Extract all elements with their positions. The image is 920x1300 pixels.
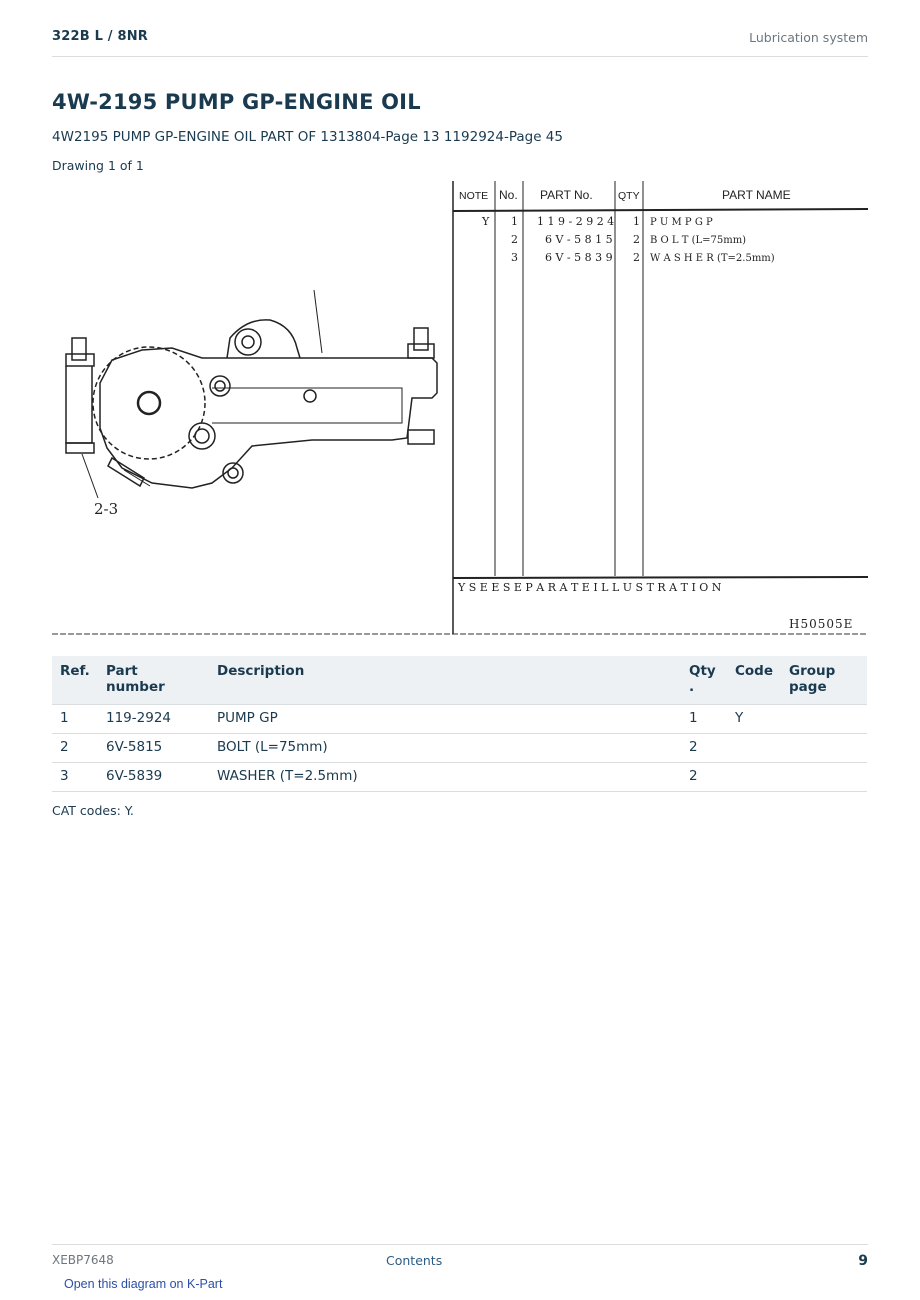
- column-header-code: Code: [727, 656, 781, 705]
- parts-drawing: [52, 178, 868, 638]
- cell-part-number: 6V-5839: [98, 763, 209, 792]
- cell-part-number: 119-2924: [98, 705, 209, 734]
- drawing-row-name: B O L T (L=75mm): [650, 235, 747, 246]
- cell-qty: 1: [681, 705, 727, 734]
- drawing-count: Drawing 1 of 1: [52, 158, 144, 173]
- model-label: 322B L / 8NR: [52, 29, 148, 44]
- qty-header-line1: Qty: [689, 663, 716, 679]
- drawing-row-name: P U M P G P: [650, 217, 713, 228]
- drawing-header-part-no: PART No.: [540, 188, 593, 202]
- cell-qty: 2: [681, 763, 727, 792]
- cell-group-page: [781, 763, 867, 792]
- drawing-header-part-name: PART NAME: [722, 188, 791, 202]
- cell-ref: 2: [52, 734, 98, 763]
- cell-qty: 2: [681, 734, 727, 763]
- drawing-row-no: 2: [511, 233, 518, 246]
- drawing-row-no: 1: [511, 215, 518, 228]
- page-header: [52, 29, 868, 57]
- callout-label: 2-3: [94, 500, 119, 518]
- drawing-row-note: Y: [482, 215, 490, 228]
- group-header-line2: page: [789, 679, 827, 695]
- column-header-ref: Ref.: [52, 656, 98, 705]
- section-label: Lubrication system: [749, 30, 868, 45]
- footer-divider: [52, 1244, 868, 1245]
- drawing-row-name: W A S H E R (T=2.5mm): [650, 253, 775, 264]
- column-header-part-number: Part number: [98, 656, 209, 705]
- group-header-line1: Group: [789, 663, 836, 679]
- table-row: [52, 763, 867, 792]
- parts-table: [52, 656, 867, 792]
- drawing-id: H50505E: [789, 617, 854, 631]
- drawing-parts-table: [453, 181, 868, 634]
- page-subtitle: 4W2195 PUMP GP-ENGINE OIL PART OF 1313804-Page 13 1192924-Page 45: [52, 129, 563, 145]
- table-header-row: [52, 656, 867, 705]
- drawing-row-part-no: 1 1 9 - 2 9 2 4: [537, 215, 615, 228]
- column-header-qty: [681, 656, 727, 705]
- contents-link[interactable]: Contents: [386, 1253, 443, 1268]
- qty-header-line2: .: [689, 679, 695, 695]
- drawing-row-part-no: 6 V - 5 8 1 5: [545, 233, 613, 246]
- page-number: 9: [858, 1253, 868, 1269]
- drawing-row-part-no: 6 V - 5 8 3 9: [545, 251, 613, 264]
- cell-ref: 1: [52, 705, 98, 734]
- drawing-row-qty: 2: [633, 251, 640, 264]
- cell-group-page: [781, 705, 867, 734]
- drawing-row-no: 3: [511, 251, 518, 264]
- column-header-group-page: [781, 656, 867, 705]
- cell-description: PUMP GP: [209, 705, 681, 734]
- cell-group-page: [781, 734, 867, 763]
- cell-code: [727, 763, 781, 792]
- drawing-header-note: NOTE: [459, 190, 489, 202]
- cell-description: BOLT (L=75mm): [209, 734, 681, 763]
- cell-description: WASHER (T=2.5mm): [209, 763, 681, 792]
- cell-part-number: 6V-5815: [98, 734, 209, 763]
- page-title: 4W-2195 PUMP GP-ENGINE OIL: [52, 90, 421, 114]
- open-kpart-link[interactable]: Open this diagram on K-Part: [64, 1277, 223, 1291]
- footer-doc-id: XEBP7648: [52, 1253, 114, 1267]
- drawing-header-no: No.: [499, 188, 518, 202]
- cell-ref: 3: [52, 763, 98, 792]
- pump-illustration: [66, 290, 437, 518]
- drawing-row-qty: 1: [633, 215, 640, 228]
- cell-code: [727, 734, 781, 763]
- cat-codes-note: CAT codes: Y.: [52, 803, 134, 818]
- cell-code: Y: [727, 705, 781, 734]
- drawing-note-text: Y S E E S E P A R A T E I L L U S T R A T I O N: [458, 581, 722, 594]
- table-row: [52, 734, 867, 763]
- table-row: [52, 705, 867, 734]
- drawing-row-qty: 2: [633, 233, 640, 246]
- drawing-header-qty: QTY: [618, 190, 640, 202]
- column-header-description: Description: [209, 656, 681, 705]
